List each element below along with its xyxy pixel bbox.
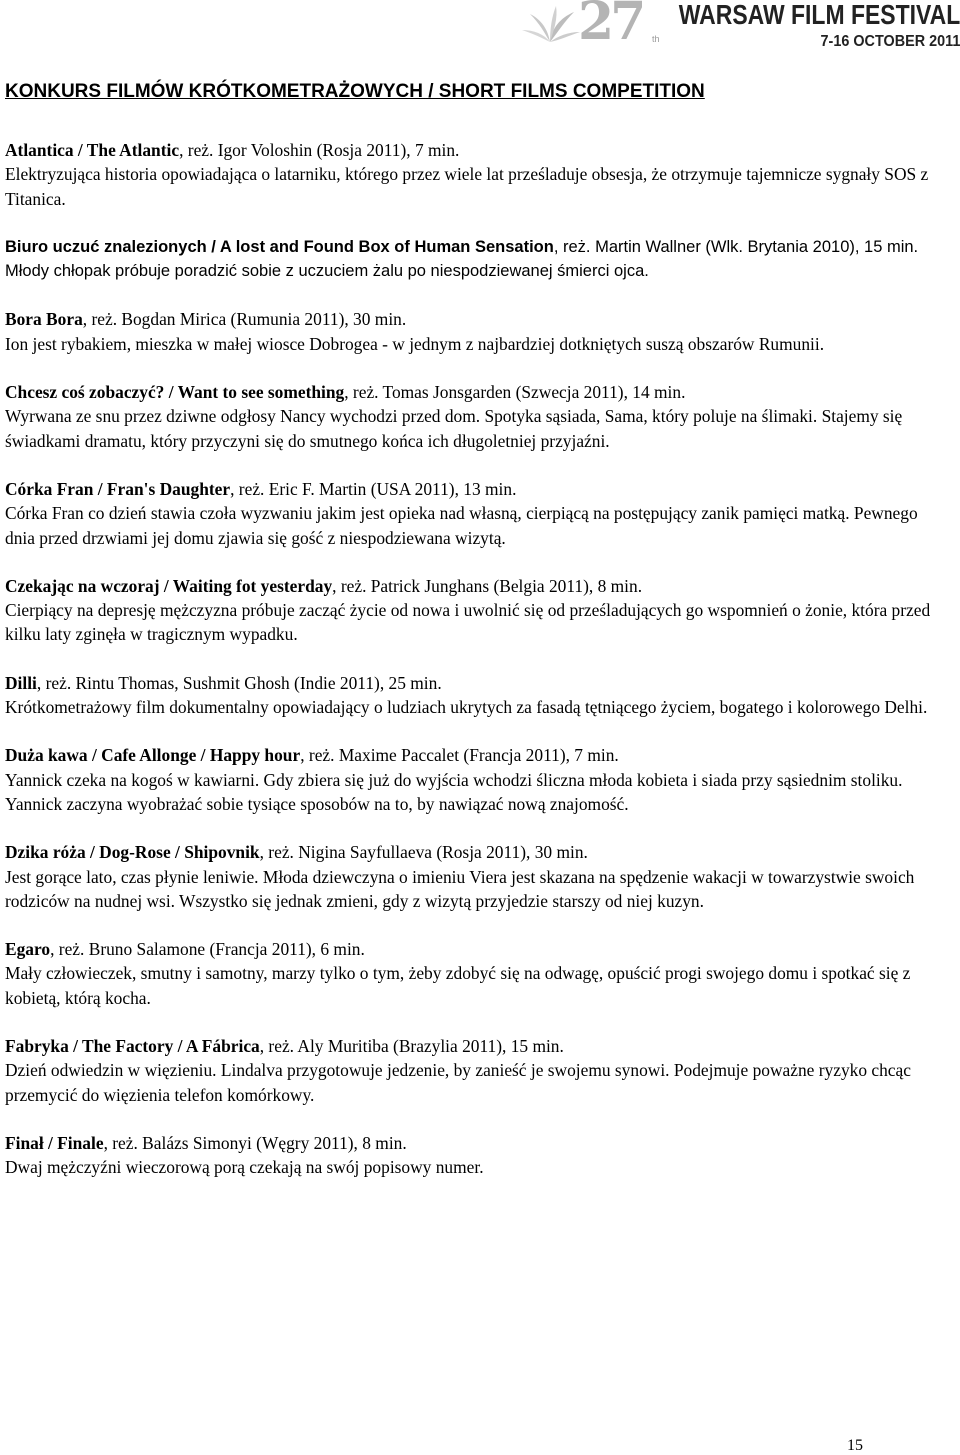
film-title: Dzika róża / Dog-Rose / Shipovnik (5, 842, 260, 863)
film-entry (5, 671, 945, 720)
film-credits: , reż. Bruno Salamone (Francja 2011), 6 min. (50, 939, 365, 960)
film-entry (5, 1131, 945, 1180)
film-title: Dilli (5, 672, 37, 693)
film-title: Duża kawa / Cafe Allonge / Happy hour (5, 745, 301, 766)
film-header (5, 574, 945, 598)
film-entry (5, 138, 945, 211)
film-header (5, 307, 945, 331)
film-title: Chcesz coś zobaczyć? / Want to see something (5, 382, 345, 403)
film-header (5, 380, 945, 404)
film-entry (5, 937, 945, 1010)
film-description: Elektryzująca historia opowiadająca o latarniku, którego przez wiele lat prześladuje obsesja, że otrzymuje tajemnicze sygnały SOS z Titanica. (5, 164, 929, 209)
film-credits: , reż. Nigina Sayfullaeva (Rosja 2011), 30 min. (259, 842, 588, 863)
film-description: Młody chłopak próbuje poradzić sobie z uczuciem żalu po niespodziewanej śmierci ojca. (5, 262, 649, 281)
festival-name: WARSAW FILM FESTIVAL (678, 0, 960, 30)
film-header (5, 937, 945, 961)
film-credits: , reż. Aly Muritiba (Brazylia 2011), 15 min. (259, 1036, 564, 1057)
film-description: Dwaj mężczyźni wieczorową porą czekają na swój popisowy numer. (5, 1157, 484, 1178)
film-credits: , reż. Balázs Simonyi (Węgry 2011), 8 min. (103, 1132, 407, 1153)
film-title: Egaro (5, 939, 51, 960)
film-credits: , reż. Maxime Paccalet (Francja 2011), 7 min. (300, 745, 619, 766)
film-entry (5, 477, 945, 550)
film-header (5, 671, 945, 695)
film-description: Córka Fran co dzień stawia czoła wyzwaniu jakim jest opieka nad własną, cierpiącą na postępujący zanik pamięci matką. Pewnego dnia przed drzwiami jej domu zjawia się gość z niespodziewana wizytą. (5, 503, 918, 548)
leaves-logo-icon (520, 4, 582, 44)
film-title: Bora Bora (5, 309, 83, 330)
film-entry (5, 380, 945, 453)
film-title: Fabryka / The Factory / A Fábrica (5, 1036, 260, 1057)
film-credits: , reż. Martin Wallner (Wlk. Brytania 2010), 15 min. (553, 237, 919, 256)
film-credits: , reż. Igor Voloshin (Rosja 2011), 7 min. (179, 140, 460, 160)
film-header (5, 840, 945, 864)
film-credits: , reż. Eric F. Martin (USA 2011), 13 min. (230, 478, 517, 499)
film-entry (5, 743, 945, 816)
film-entry (5, 574, 945, 647)
film-description: Cierpiący na depresję mężczyzna próbuje zacząć życie od nowa i uwolnić się od prześladujących go wspomnień o żonie, która przed kilku laty zginęła w tragicznym wypadku. (5, 600, 931, 645)
film-description: Yannick czeka na kogoś w kawiarni. Gdy zbiera się już do wyjścia wchodzi śliczna młoda kobieta i siada przy sąsiednim stoliku. Yannick zaczyna wyobrażać sobie tysiące sposobów na to, by nawiązać nową znajomość. (5, 769, 903, 814)
film-description: Ion jest rybakiem, mieszka w małej wiosce Dobrogea - w jednym z najbardziej dotkniętych suszą obszarów Rumunii. (5, 333, 825, 354)
document-body (5, 79, 945, 1204)
film-entry (5, 235, 945, 284)
film-credits: , reż. Bogdan Mirica (Rumunia 2011), 30 min. (82, 309, 407, 330)
page-number: 15 (847, 1437, 863, 1454)
film-credits: , reż. Patrick Junghans (Belgia 2011), 8 min. (332, 575, 643, 596)
film-credits: , reż. Rintu Thomas, Sushmit Ghosh (Indie 2011), 25 min. (36, 672, 442, 693)
film-description: Krótkometrażowy film dokumentalny opowiadający o ludziach ukrytych za fasadą tętniącego życiem, bogatego i kolorowego Delhi. (5, 697, 928, 718)
film-entry (5, 307, 945, 356)
festival-dates: 7-16 OCTOBER 2011 (820, 33, 960, 50)
film-description: Mały człowieczek, smutny i samotny, marzy tylko o tym, żeby zdobyć się na odwagę, opuścić progi swojego domu i spotkać się z kobietą, którą kocha. (5, 963, 911, 1008)
film-entry (5, 1034, 945, 1107)
edition-suffix: th (652, 34, 660, 44)
festival-logo (520, 0, 960, 56)
film-title: Biuro uczuć znalezionych / A lost and Found Box of Human Sensation (5, 237, 554, 256)
film-description: Wyrwana ze snu przez dziwne odgłosy Nancy wychodzi przed dom. Spotyka sąsiada, Sama, który poluje na ślimaki. Stajemy się świadkami dramatu, który przyczyni się do smutnego końca ich długoletniej przyjaźni. (5, 406, 903, 451)
film-header (5, 1034, 945, 1058)
film-header (5, 235, 945, 259)
film-title: Atlantica / The Atlantic (5, 140, 180, 160)
film-header (5, 477, 945, 501)
film-title: Finał / Finale (5, 1132, 104, 1153)
film-header (5, 1131, 945, 1155)
film-header (5, 138, 945, 162)
film-title: Córka Fran / Fran's Daughter (5, 478, 231, 499)
film-title: Czekając na wczoraj / Waiting fot yesterday (5, 575, 333, 596)
film-entry (5, 840, 945, 913)
section-heading: KONKURS FILMÓW KRÓTKOMETRAŻOWYCH / SHORT FILMS COMPETITION (5, 81, 705, 102)
film-description: Jest gorące lato, czas płynie leniwie. Młoda dziewczyna o imieniu Viera jest skazana na spędzenie wakacji w towarzystwie swoich rodziców na nudnej wsi. Wszystko się jednak zmieni, gdy z wizytą przyjedzie starszy od niej kuzyn. (5, 866, 915, 911)
film-header (5, 743, 945, 767)
edition-number: 27 (578, 0, 643, 52)
film-description: Dzień odwiedzin w więzieniu. Lindalva przygotowuje jedzenie, by zanieść je swojemu synowi. Podejmuje poważne ryzyko chcąc przemycić do więzienia telefon komórkowy. (5, 1060, 911, 1105)
film-credits: , reż. Tomas Jonsgarden (Szwecja 2011), 14 min. (344, 382, 686, 403)
